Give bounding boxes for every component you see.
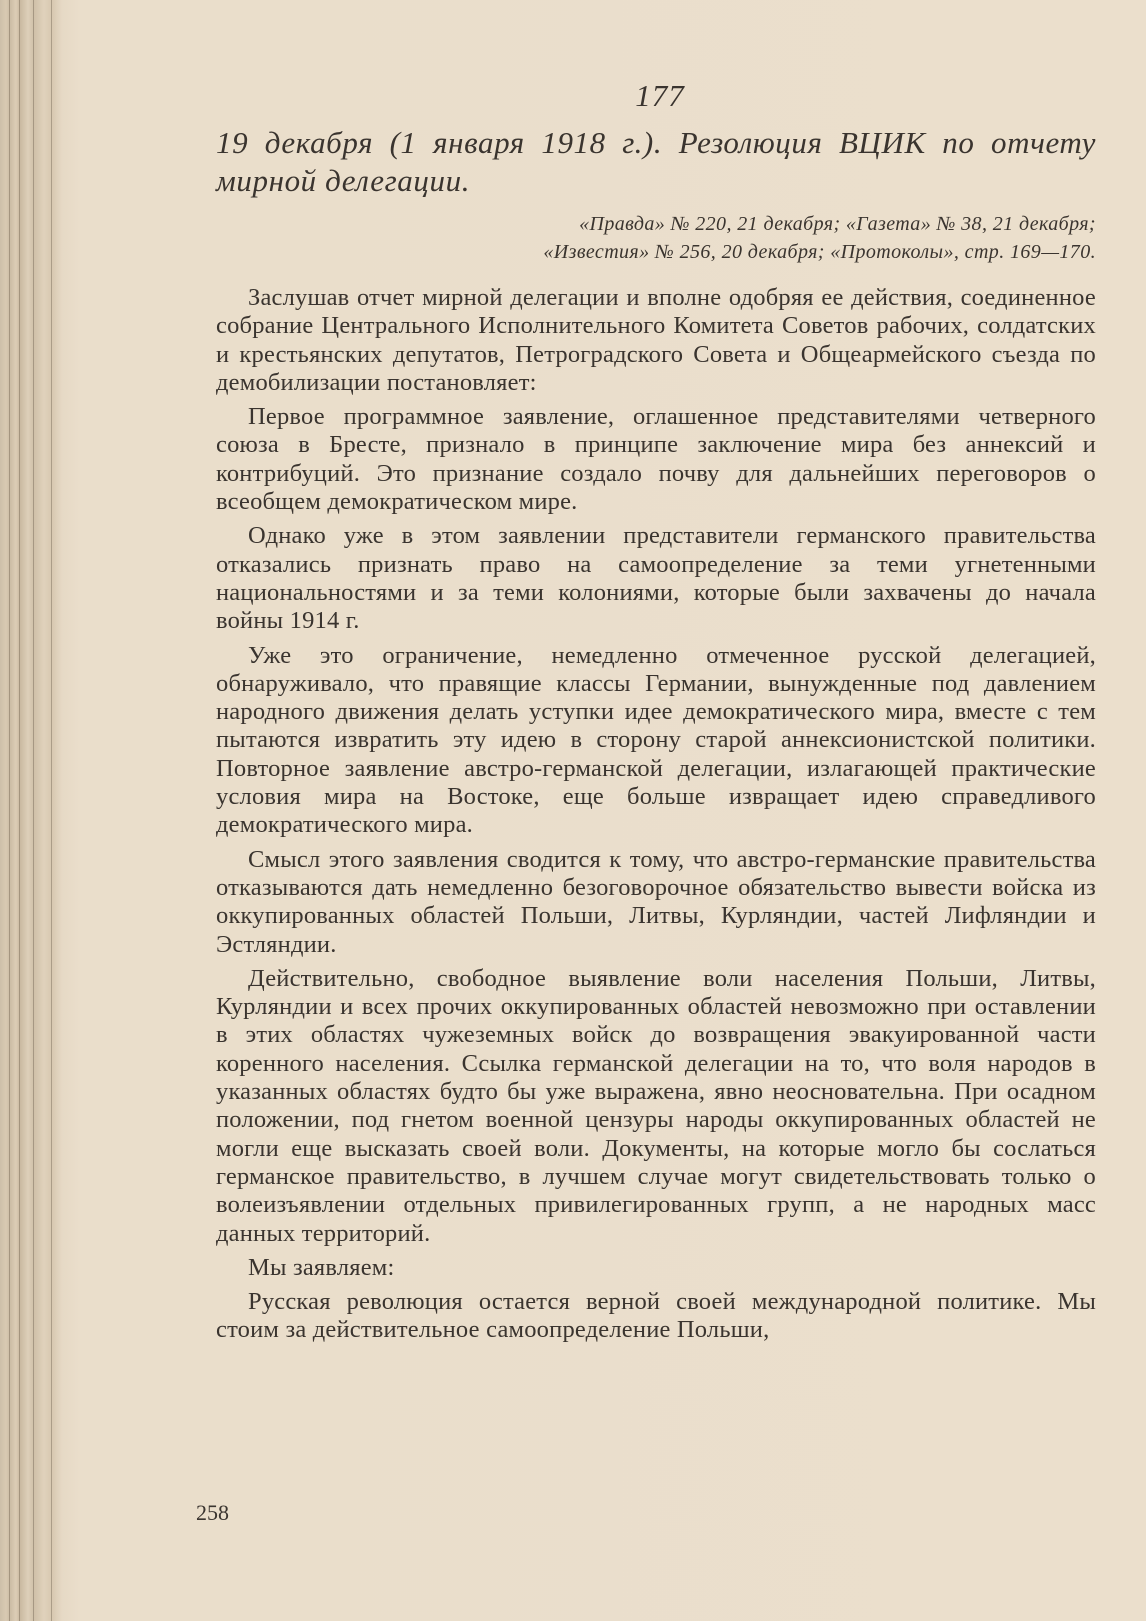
footer-page-number: 258 bbox=[196, 1500, 229, 1525]
paragraph: Однако уже в этом заявлении представители германского правительства отказались признать право на самоопределение за теми угнетенными национальностями и за теми колониями, которые были захвачены до начала войны 1914 г. bbox=[216, 522, 1096, 635]
paragraph: Смысл этого заявления сводится к тому, что австро-германские правительства отказываются дать немедленно безоговорочное обязательство вывести войска из оккупированных областей Польши, Литвы, Курляндии, частей Лифляндии и Эстляндии. bbox=[216, 845, 1096, 958]
document-title: 19 декабря (1 января 1918 г.). Резолюция ВЦИК по отчету мирной делегации. bbox=[216, 125, 1096, 198]
paragraph: Первое программное заявление, оглашенное представителями четверного союза в Бресте, признало в принципе заключение мира без аннексий и контрибуций. Это признание создало почву для дальнейших переговоров о всеобщем демократическом мире. bbox=[216, 403, 1096, 516]
page-edge-line bbox=[19, 0, 20, 1621]
paragraph: Действительно, свободное выявление воли населения Польши, Литвы, Курляндии и всех прочих оккупированных областей невозможно при оставлении в этих областях чужеземных войск до возвращения эвакуированной части коренного населения. Ссылка германской делегации на то, что воля народов в указанных областях будто бы уже выражена, явно неосновательна. При осадном положении, под гнетом военной цензуры народы оккупированных областей не могли еще высказать своей воли. Документы, на которые могло бы сослаться германское правительство, в лучшем случае могут свидетельствовать только о волеизъявлении отдельных привилегированных групп, а не народных масс данных территорий. bbox=[216, 964, 1096, 1247]
paragraph: Русская революция остается верной своей международной политике. Мы стоим за действительное самоопределение Польши, bbox=[216, 1288, 1096, 1344]
paragraph: Уже это ограничение, немедленно отмеченное русской делегацией, обнаруживало, что правящие классы Германии, вынужденные под давлением народного движения делать уступки идее демократического мира, вместе с тем пытаются извратить эту идею в сторону старой аннексионистской политики. Повторное заявление австро-германской делегации, излагающей практические условия мира на Востоке, еще больше извращает идею справедливого демократического мира. bbox=[216, 641, 1096, 839]
page-edge-line bbox=[9, 0, 10, 1621]
resolution-body bbox=[216, 284, 1096, 1351]
source-line: «Правда» № 220, 21 декабря; «Газета» № 38, 21 декабря; bbox=[579, 213, 1096, 235]
page-edge-line bbox=[51, 0, 52, 1621]
paragraph: Мы заявляем: bbox=[248, 1253, 395, 1281]
source-line: «Известия» № 256, 20 декабря; «Протоколы», стр. 169—170. bbox=[543, 241, 1096, 263]
page-edge-line bbox=[33, 0, 34, 1621]
running-page-number: 177 bbox=[635, 78, 685, 113]
paragraph: Заслушав отчет мирной делегации и вполне одобряя ее действия, соединенное собрание Центрального Исполнительного Комитета Советов рабочих, солдатских и крестьянских депутатов, Петроградского Совета и Общеармейского съезда по демобилизации постановляет: bbox=[216, 284, 1096, 396]
source-citation bbox=[340, 210, 1096, 266]
